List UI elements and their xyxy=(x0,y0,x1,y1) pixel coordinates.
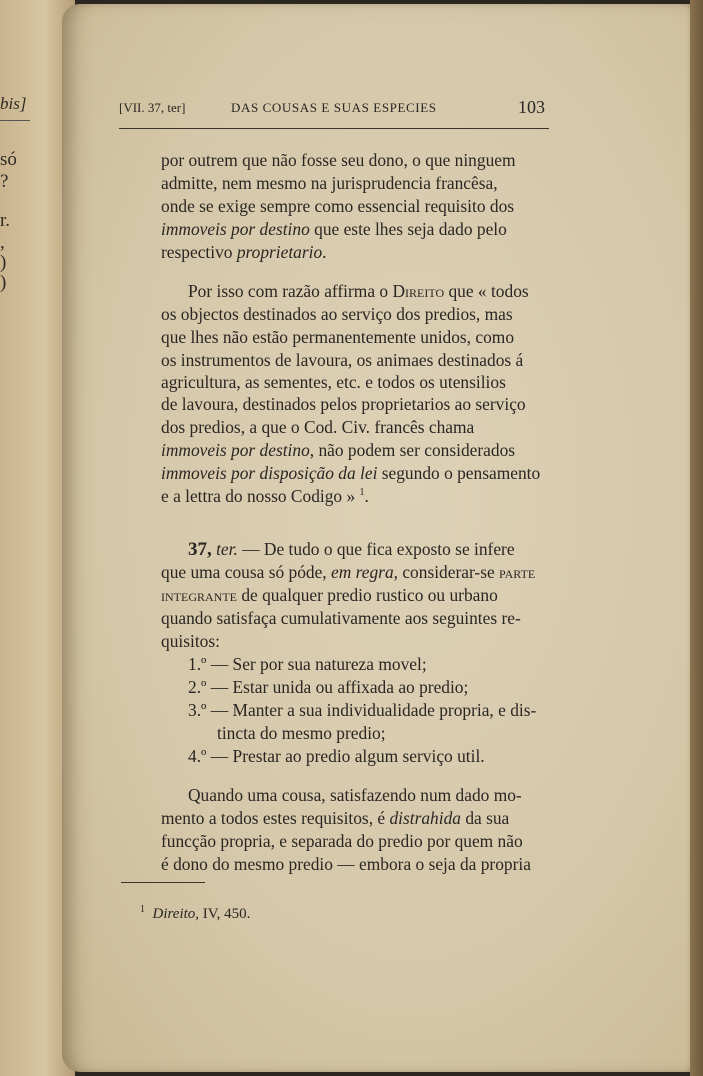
text-run: . xyxy=(364,486,369,506)
footnote-marker: 1 xyxy=(359,487,365,499)
running-head-section: [VII. 37, ter] xyxy=(119,100,186,115)
running-head-title: DAS COUSAS E SUAS ESPECIES xyxy=(231,100,437,115)
small-caps-term: integrante xyxy=(161,585,237,605)
text-run: e a lettra do nosso Codigo » xyxy=(161,486,360,506)
italic-term: distrahida xyxy=(389,808,461,828)
text-line: onde se exige sempre como essencial requisito dos xyxy=(161,196,515,216)
footnote xyxy=(140,904,250,923)
text-line: é dono do mesmo predio — embora o seja da propria xyxy=(161,854,531,874)
requisite-item: 2.º — Estar unida ou affixada ao predio; xyxy=(188,677,469,697)
footnote-source: Direito, xyxy=(152,906,200,922)
page-right-edge xyxy=(690,0,703,1076)
italic-term: em regra xyxy=(331,562,394,582)
page-number: 103 xyxy=(518,97,545,117)
text-line: por outrem que não fosse seu dono, o que ninguem xyxy=(161,150,516,170)
text-line: os objectos destinados ao serviço dos predios, mas xyxy=(161,304,513,324)
text-run: da sua xyxy=(460,808,510,828)
text-run: , não podem ser considerados xyxy=(309,440,516,460)
text-line xyxy=(161,585,498,606)
text-line xyxy=(161,562,535,583)
text-line xyxy=(188,539,515,561)
text-line: quisitos: xyxy=(161,631,220,651)
text-line xyxy=(161,440,515,461)
text-line: que lhes não estão permanentemente unidos, como xyxy=(161,327,515,347)
text-line xyxy=(161,486,369,507)
text-line xyxy=(161,242,327,263)
left-fragment: bis] xyxy=(0,94,27,113)
text-line xyxy=(161,219,507,240)
left-fragment: r. xyxy=(0,210,11,231)
text-run: — De tudo o que fica exposto se infere xyxy=(237,539,515,559)
footnote-ref: IV, 450. xyxy=(199,906,251,922)
text-run: de qualquer predio rustico ou urbano xyxy=(236,585,498,605)
footnote-rule xyxy=(121,882,205,883)
text-line: agricultura, as sementes, etc. e todos os utensilios xyxy=(161,372,506,392)
text-line xyxy=(188,281,529,302)
requisite-item-continuation: tincta do mesmo predio; xyxy=(217,723,386,743)
italic-term: immoveis por destino xyxy=(161,219,310,239)
small-caps-term: parte xyxy=(499,562,536,582)
requisite-item: 4.º — Prestar ao predio algum serviço util. xyxy=(188,746,485,766)
text-line xyxy=(161,463,540,484)
text-run: segundo o pensamento xyxy=(377,463,541,483)
text-line xyxy=(161,808,509,829)
left-fragment: ) xyxy=(0,272,7,293)
header-rule xyxy=(119,128,549,129)
left-fragment: ) xyxy=(0,252,7,273)
small-caps-term: Direito xyxy=(392,281,445,301)
text-run: que este lhes seja dado pelo xyxy=(309,219,507,239)
text-line: funcção propria, e separada do predio por quem não xyxy=(161,831,523,851)
text-line: Quando uma cousa, satisfazendo num dado mo- xyxy=(188,785,522,805)
left-header-rule xyxy=(0,120,30,121)
text-run: . xyxy=(322,242,327,262)
italic-term: immoveis por destino xyxy=(161,440,310,460)
footnote-marker: 1 xyxy=(140,904,145,915)
left-fragment: ? xyxy=(0,171,9,192)
text-run: Por isso com razão affirma o xyxy=(188,281,393,301)
text-line: os instrumentos de lavoura, os animaes destinados á xyxy=(161,350,524,370)
text-line: quando satisfaça cumulativamente aos seguintes re- xyxy=(161,608,521,628)
text-run: que « todos xyxy=(444,281,529,301)
requisite-item: 1.º — Ser por sua natureza movel; xyxy=(188,654,427,674)
text-run: respectivo xyxy=(161,242,237,262)
text-line: dos predios, a que o Cod. Civ. francês chama xyxy=(161,417,475,437)
text-line: admitte, nem mesmo na jurisprudencia francêsa, xyxy=(161,173,498,193)
italic-term: proprietario xyxy=(236,242,323,262)
text-run: que uma cousa só póde, xyxy=(161,562,332,582)
text-line: de lavoura, destinados pelos proprietarios ao serviço xyxy=(161,394,526,414)
requisite-item: 3.º — Manter a sua individualidade propria, e dis- xyxy=(188,700,537,720)
left-fragment: só xyxy=(0,149,17,170)
section-number: 37, xyxy=(188,539,212,560)
section-suffix: ter. xyxy=(211,539,238,559)
text-run: , considerar-se xyxy=(393,562,500,582)
italic-term: immoveis por disposição da lei xyxy=(161,463,378,483)
left-fragment: , xyxy=(0,232,5,253)
text-run: mento a todos estes requisitos, é xyxy=(161,808,390,828)
